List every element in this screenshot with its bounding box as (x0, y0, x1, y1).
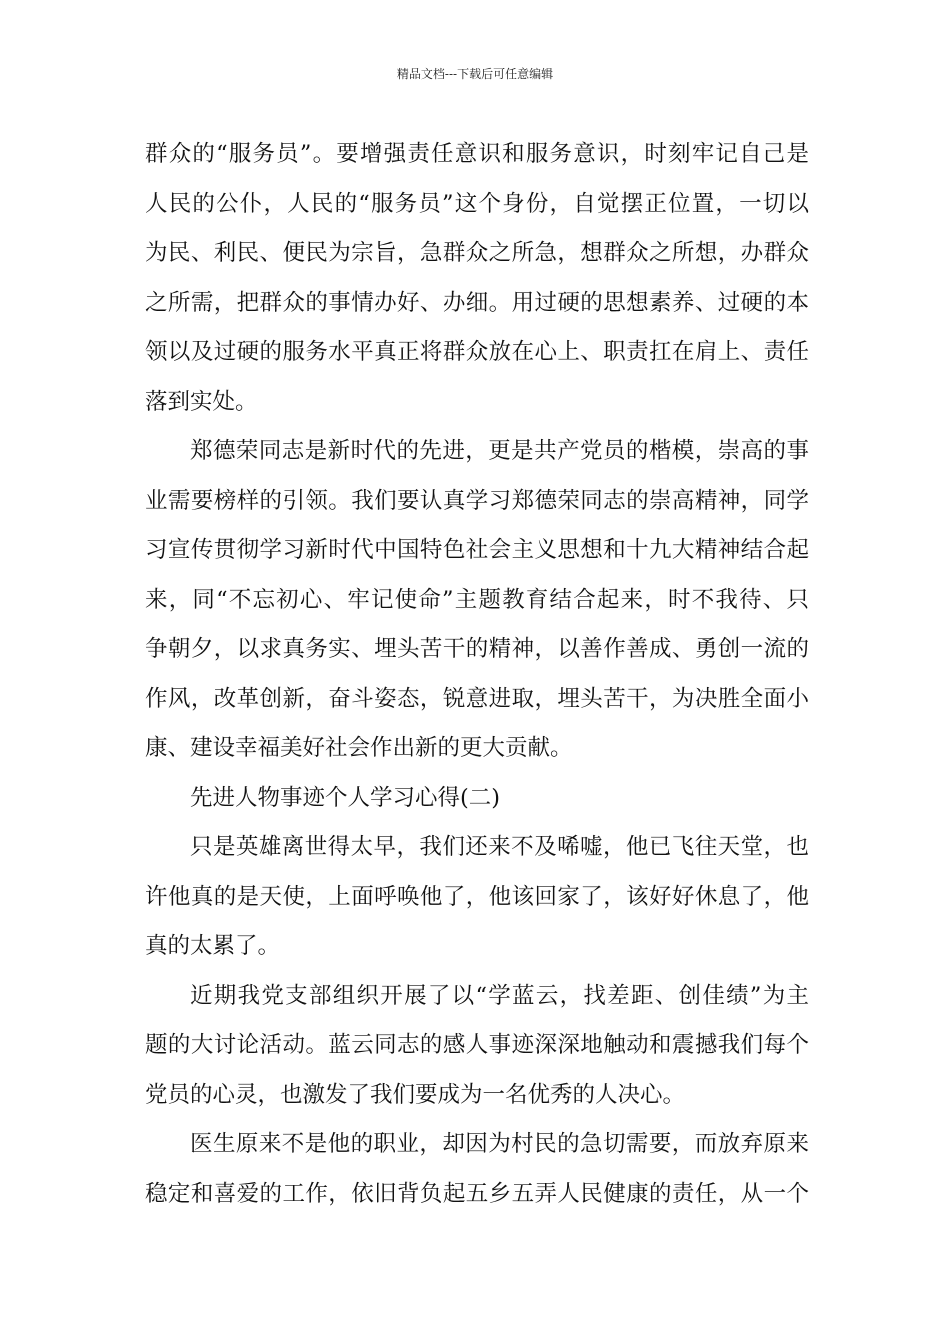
text-line: 许他真的是天使，上面呼唤他了，他该回家了，该好好休息了，他 (145, 883, 809, 910)
text-line: 人民的公仆，人民的“服务员”这个身份，自觉摆正位置，一切以 (145, 190, 809, 217)
paragraph-first-line: 只是英雄离世得太早，我们还来不及唏嘘，他已飞往天堂，也 (190, 834, 809, 860)
text-line: 康、建设幸福美好社会作出新的更大贡献。 (145, 735, 573, 761)
text-line: 习宣传贯彻学习新时代中国特色社会主义思想和十九大精神结合起 (145, 537, 809, 563)
paragraph-first-line: 医生原来不是他的职业，却因为村民的急切需要，而放弃原来 (190, 1131, 809, 1157)
text-line: 党员的心灵，也激发了我们要成为一名优秀的人决心。 (145, 1081, 686, 1108)
section-heading: 先进人物事迹个人学习心得(二) (190, 784, 501, 811)
document-body (145, 130, 809, 1219)
paragraph-first-line: 郑德荣同志是新时代的先进，更是共产党员的楷模，崇高的事 (190, 438, 809, 464)
text-line: 领以及过硬的服务水平真正将群众放在心上、职责扛在肩上、责任 (145, 339, 809, 365)
text-line: 题的大讨论活动。蓝云同志的感人事迹深深地触动和震撼我们每个 (145, 1032, 809, 1058)
text-line: 之所需，把群众的事情办好、办细。用过硬的思想素养、过硬的本 (145, 289, 809, 316)
text-line: 争朝夕，以求真务实、埋头苦干的精神，以善作善成、勇创一流的 (145, 636, 809, 662)
text-line: 稳定和喜爱的工作，依旧背负起五乡五弄人民健康的责任，从一个 (145, 1180, 809, 1207)
page-header: 精品文档---下载后可任意编辑 (396, 67, 554, 81)
paragraph-first-line: 近期我党支部组织开展了以“学蓝云，找差距、创佳绩”为主 (190, 982, 809, 1009)
text-line: 业需要榜样的引领。我们要认真学习郑德荣同志的崇高精神，同学 (145, 487, 809, 514)
text-line: 落到实处。 (145, 388, 258, 415)
text-line: 来，同“不忘初心、牢记使命”主题教育结合起来，时不我待、只 (145, 586, 809, 613)
text-line: 为民、利民、便民为宗旨，急群众之所急，想群众之所想，办群众 (145, 240, 809, 266)
text-line: 作风，改革创新，奋斗姿态，锐意进取，埋头苦干，为决胜全面小 (145, 685, 809, 712)
text-line: 真的太累了。 (145, 933, 281, 959)
text-line: 群众的“服务员”。要增强责任意识和服务意识，时刻牢记自己是 (145, 141, 809, 167)
